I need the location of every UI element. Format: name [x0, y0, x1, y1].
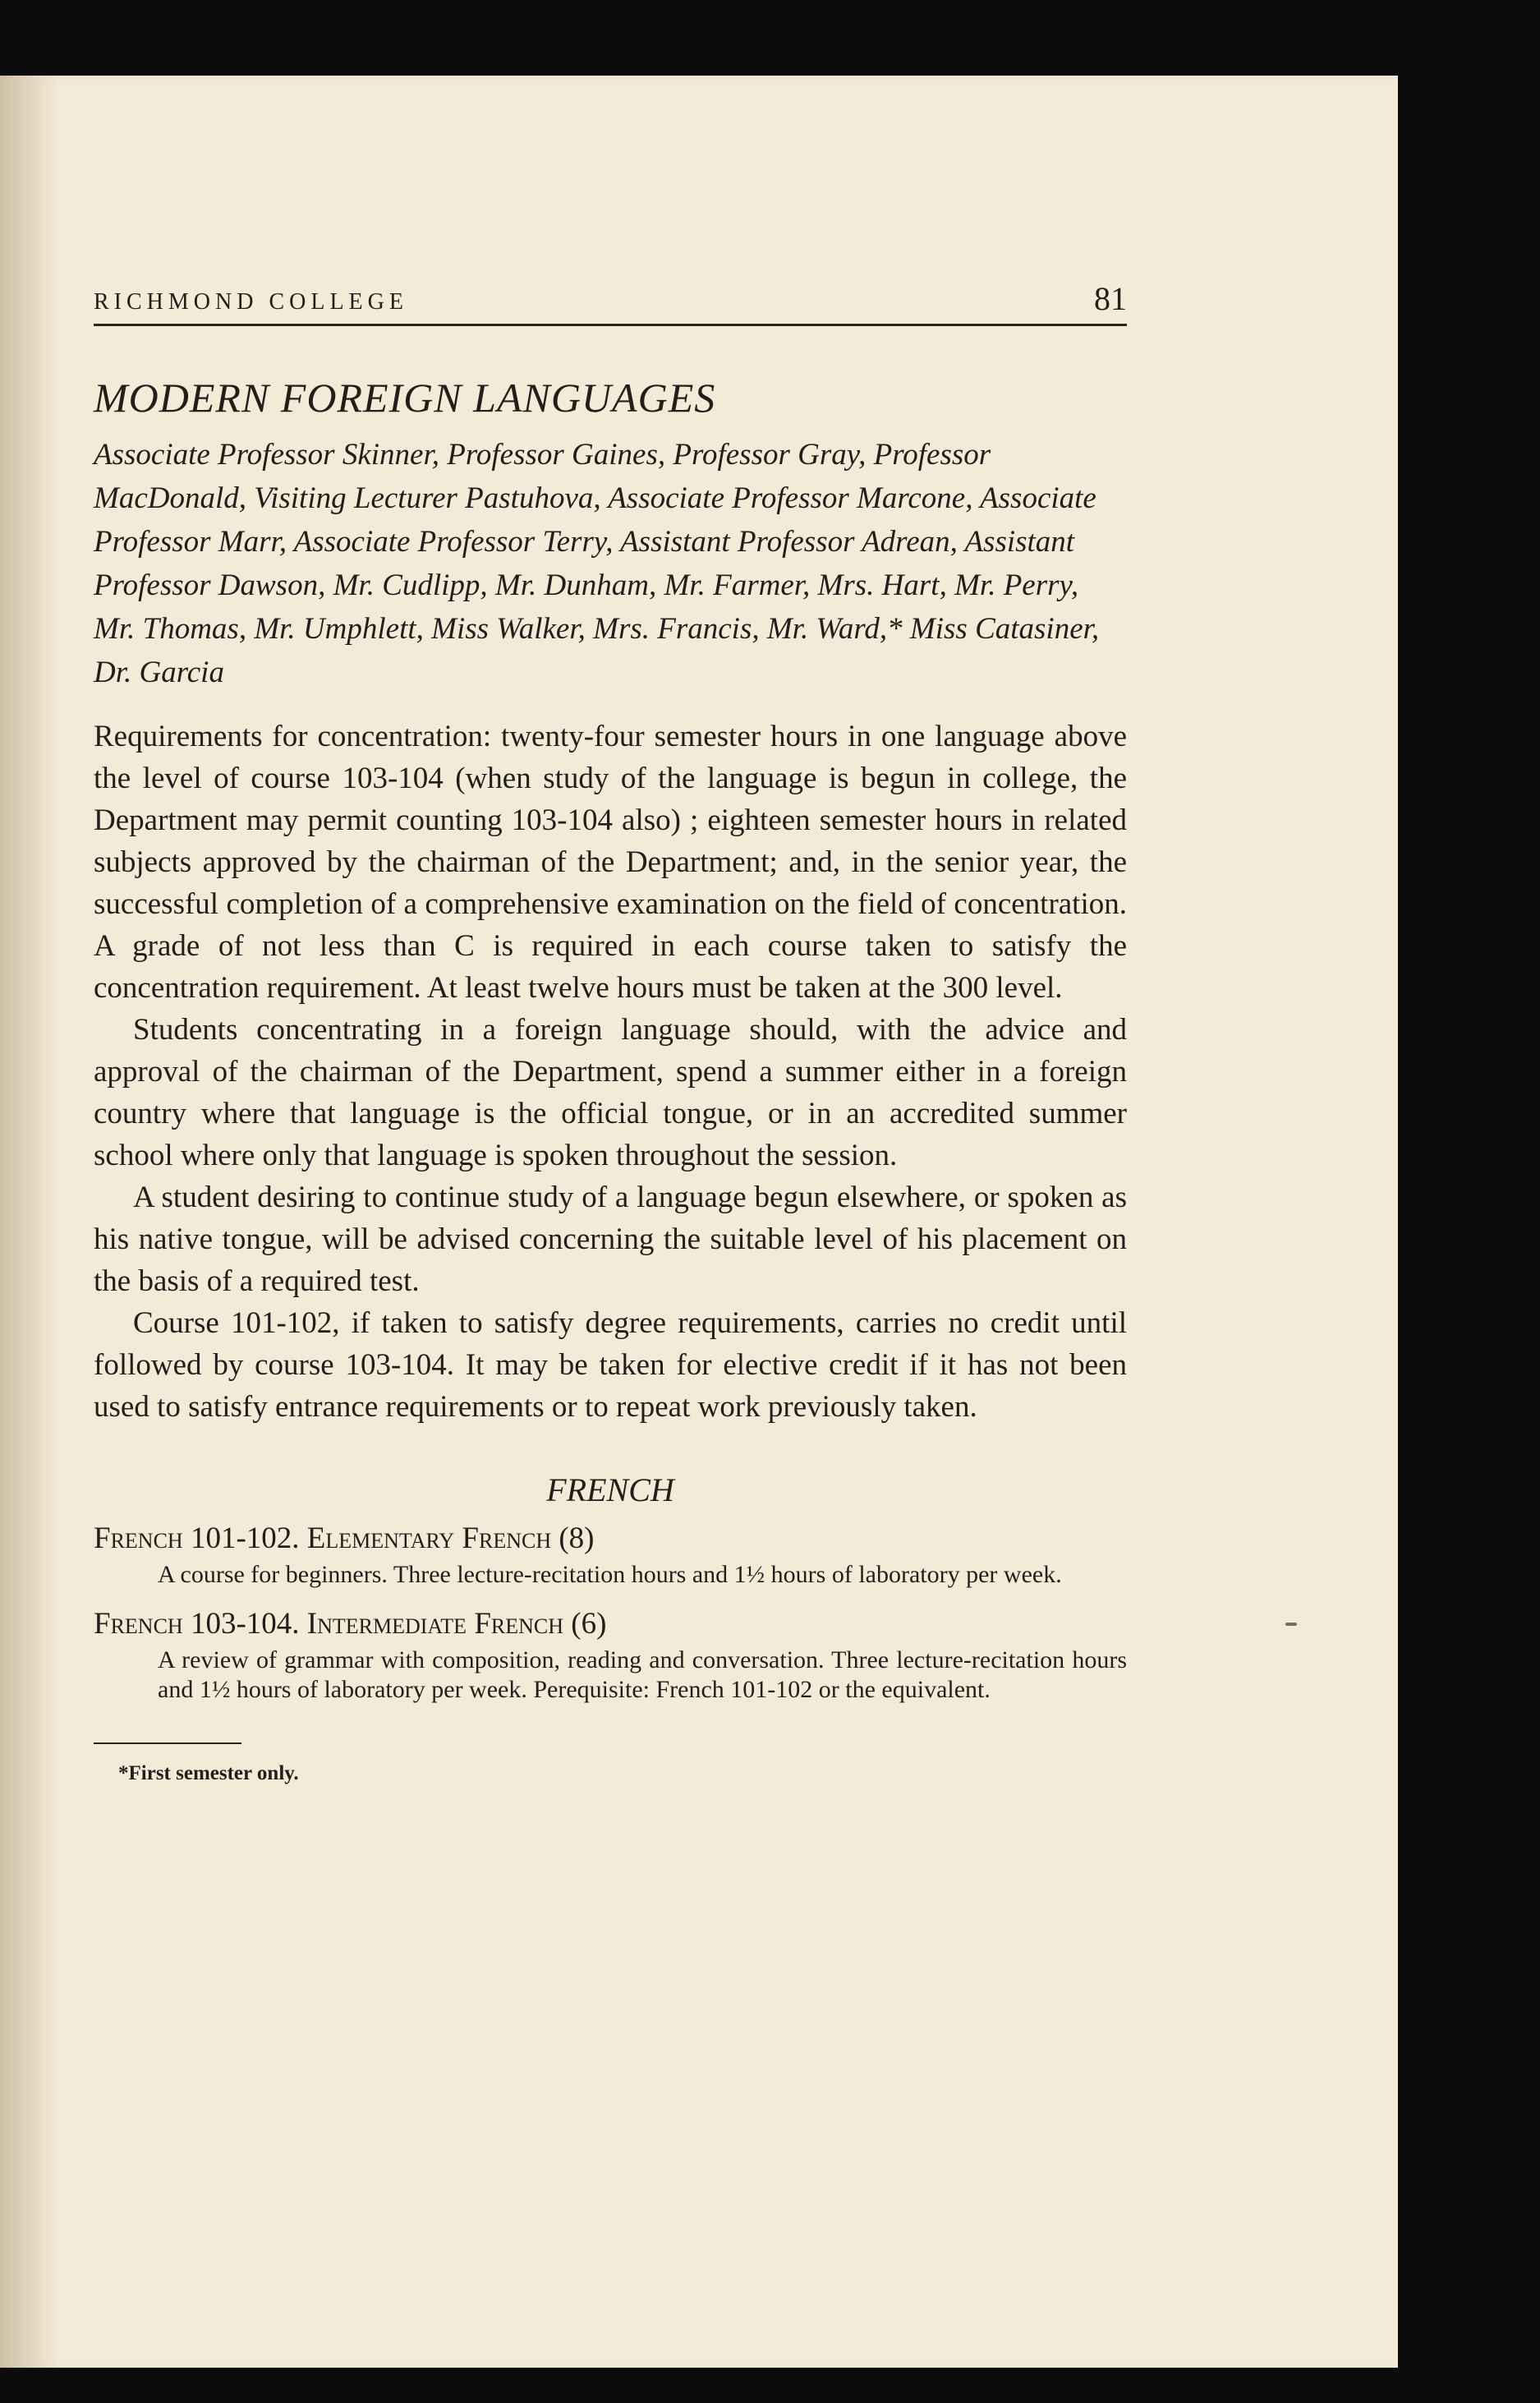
- course-french-103-104: [94, 1603, 1127, 1705]
- course-description: A course for beginners. Three lecture-recitation hours and 1½ hours of laboratory per week.: [158, 1561, 1062, 1588]
- margin-mark: [1285, 1623, 1297, 1626]
- page-gutter-shadow: [0, 76, 59, 2368]
- page-number: 81: [1094, 280, 1127, 317]
- paragraph-requirements: Requirements for concentration: twenty-four semester hours in one language above the level of course 103-104 (when study of the language is begun in college, the Department may permit counting 103-104 also) ; eighteen semester hours in related subjects approved by the chairman of the Department; and, in the senior year, the successful completion of a comprehensive examination on the field of concentration. A grade of not less than C is required in each course taken to satisfy the concentration requirement. At least twelve hours must be taken at the 300 level.: [94, 720, 1127, 1005]
- section-title: MODERN FOREIGN LANGUAGES: [94, 375, 716, 421]
- course-heading: French 101-102. Elementary French (8): [94, 1521, 595, 1555]
- footnote: *First semester only.: [118, 1762, 299, 1784]
- body-text: [94, 716, 1127, 1428]
- paragraph-credit: Course 101-102, if taken to satisfy degree requirements, carries no credit until followed by course 103-104. It may be taken for elective credit if it has not been used to satisfy entrance requirements or to repeat work previously taken.: [94, 1306, 1127, 1424]
- faculty-list: Associate Professor Skinner, Professor Gaines, Professor Gray, Professor MacDonald, Visiting Lecturer Pastuhova, Associate Professor Marcone, Associate Professor Marr, Associate Professor Terry, Assistant Professor Adrean, Assistant Professor Dawson, Mr. Cudlipp, Mr. Dunham, Mr. Farmer, Mrs. Hart, Mr. Perry, Mr. Thomas, Mr. Umphlett, Miss Walker, Mrs. Francis, Mr. Ward,* Miss Catasiner, Dr. Garcia: [94, 438, 1100, 689]
- page-content: [94, 273, 1127, 1785]
- course-description: A review of grammar with composition, reading and conversation. Three lecture-recitation hours and 1½ hours of laboratory per week. Perequisite: French 101-102 or the equivalent.: [158, 1646, 1127, 1703]
- running-head: [94, 273, 1127, 326]
- course-heading: French 103-104. Intermediate French (6): [94, 1607, 607, 1641]
- footnote-rule: [94, 1742, 241, 1744]
- paragraph-summer-study: Students concentrating in a foreign language should, with the advice and approval of the chairman of the Department, spend a summer either in a foreign country where that language is the official tongue, or in an accredited summer school where only that language is spoken throughout the session.: [94, 1013, 1127, 1172]
- paragraph-placement: A student desiring to continue study of a language begun elsewhere, or spoken as his native tongue, will be advised concerning the suitable level of his placement on the basis of a required test.: [94, 1181, 1127, 1298]
- running-head-college: RICHMOND COLLEGE: [94, 289, 408, 315]
- course-french-101-102: [94, 1517, 1127, 1590]
- french-heading: FRENCH: [546, 1471, 674, 1508]
